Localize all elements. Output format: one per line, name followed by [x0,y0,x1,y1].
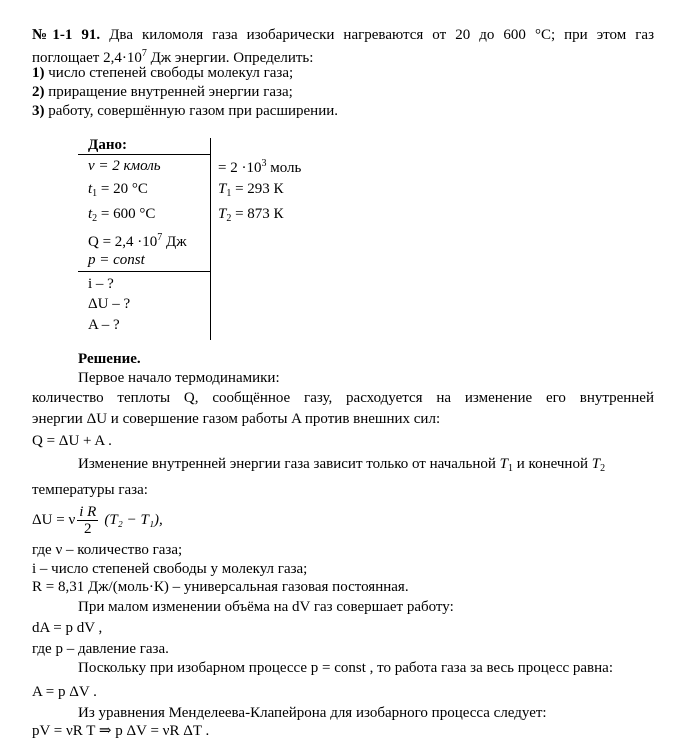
given-nu-si: = $2 \cdot 10^3$ моль [218,158,302,176]
question-2: 2) приращение внутренней энергии газа; [32,84,293,100]
given-header: Дано: [88,137,127,153]
solution-line-3: энергии ΔU и совершение газом работы A против внешних сил: [32,411,441,427]
solution-line-8: R = 8,31 Дж/(моль·К) – универсальная газовая постоянная. [32,579,409,595]
solution-line-12: Из уравнения Менделеева-Клапейрона для изобарного процесса следует: [78,705,547,721]
equation-first-law: Q = ΔU + A . [32,433,112,449]
solution-line-7: i – число степеней свободы у молекул газа; [32,561,308,577]
solution-line-10: где p – давление газа. [32,641,169,657]
solution-line-1: Первое начало термодинамики: [78,370,280,386]
given-T2: $T_2 = 873$ К [218,206,284,224]
given-divider-top [78,154,210,155]
solution-line-6: где ν – количество газа; [32,542,183,558]
equation-clapeyron: pV = νR T ⇒ p ΔV = νR ΔT . [32,723,210,739]
given-T1: $T_1 = 293$ К [218,181,284,199]
solution-header: Решение. [78,351,141,367]
given-t1: $t_1 = 20$ °C [88,181,148,199]
question-3: 3) работу, совершённую газом при расширении. [32,103,339,119]
given-divider-bottom [78,271,210,272]
fraction-iR-2: $\frac{\text{i R}}{2}$ [79,503,97,537]
problem-line-1: №1-1 91. Два киломоля газа изобарически нагреваются от 20 до 600 °С; при этом газ [32,27,655,43]
equation-internal-energy: ΔU = ν $\frac{\text{i R}}{2}$ (T₂ − T₁), [32,503,163,537]
question-1: 1) число степеней свободы молекул газа; [32,65,294,81]
solution-line-11: Поскольку при изобарном процессе p = const , то работа газа за весь процесс равна: [78,660,613,676]
solution-line-5: температуры газа: [32,482,148,498]
solution-line-2: количество теплоты Q, сообщённое газу, расходуется на изменение его внутренней [32,390,654,406]
unknown-A: A – ? [88,317,120,333]
given-nu: ν = 2 кмоль [88,158,161,174]
equation-work-differential: dA = p dV , [32,620,103,636]
given-Q: $Q = 2,4 \cdot 10^7$ Дж [88,232,187,250]
unknown-dU: ΔU – ? [88,296,131,312]
given-p: p = const [88,252,145,268]
problem-line-2: поглощает $2,4\cdot 10^7$ Дж энергии. Определить: [32,48,314,66]
problem-number: №1-1 [32,27,73,43]
given-divider-vertical [210,138,211,340]
solution-line-9: При малом изменении объёма на dV газ совершает работу: [78,599,454,615]
equation-work-total: A = p ΔV . [32,684,97,700]
problem-subnumber: 91. [81,27,101,43]
solution-line-4: Изменение внутренней энергии газа зависит только от начальной $T_1$ и конечной $T_2$ [78,456,606,474]
unknown-i: i – ? [88,276,114,292]
given-t2: $t_2 = 600$ °C [88,206,156,224]
